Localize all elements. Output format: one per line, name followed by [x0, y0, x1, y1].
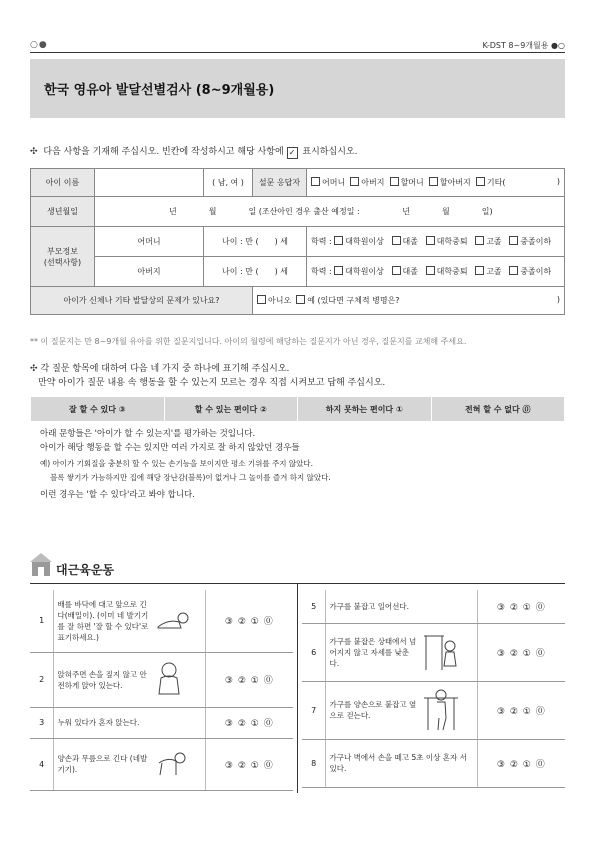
scale-legend	[30, 396, 565, 422]
health-no-option[interactable]: 아니오	[257, 296, 291, 305]
question-text: 양손과 무릎으로 긴다 (네발기기).	[57, 754, 148, 774]
respondent-close: )	[556, 177, 560, 186]
answer-options[interactable]: ③ ② ① ⓪	[477, 681, 565, 739]
father-label: 아버지	[95, 257, 204, 287]
edu-option[interactable]: 대졸	[392, 267, 418, 276]
birth-label: 생년월일	[31, 197, 95, 227]
bullet-icon: ✣	[30, 147, 38, 157]
scale-3: 잘 할 수 있다 ③	[31, 397, 165, 422]
section-title: 대근육운동	[56, 563, 114, 577]
questions-left	[30, 590, 293, 791]
edu-option[interactable]: 대학원이상	[334, 267, 384, 276]
scale-2: 할 수 있는 편이다 ②	[164, 397, 298, 422]
question-row: 7 가구를 양손으로 붙잡고 옆으로 걷는다. ③ ② ① ⓪	[302, 681, 565, 739]
sitting-baby-icon	[154, 660, 184, 700]
question-text: 배를 바닥에 대고 앞으로 긴다(배밀이). (이미 네 발기기를 잘 하면 '잘 할 수 있다'로 표기하세요.)	[57, 599, 149, 642]
question-text: 가구를 양손으로 붙잡고 옆으로 걷는다.	[329, 700, 417, 720]
answer-options[interactable]: ③ ② ① ⓪	[205, 707, 293, 738]
age-note: ** 이 질문지는 만 8~9개월 유아를 위한 질문지입니다. 아이의 월령에 해당하는 질문지가 아닌 경우, 질문지를 교체해 주세요.	[30, 337, 467, 346]
health-yes-option[interactable]: 예 (있다면 구체적 병명은?	[296, 296, 399, 305]
answer-options[interactable]: ③ ② ① ⓪	[205, 652, 293, 707]
mother-education: 학력 : 대학원이상 대졸 대학중퇴 고졸 중졸이하	[307, 227, 565, 257]
title-band	[30, 59, 565, 118]
column-divider	[297, 583, 298, 793]
parent-info-label: 부모정보 (선택사항)	[31, 227, 95, 287]
answer-options[interactable]: ③ ② ① ⓪	[477, 739, 565, 787]
hands-knees-baby-icon	[154, 749, 188, 779]
bullet-icon: ✣	[30, 364, 38, 374]
respondent-option[interactable]: 할아버지	[429, 178, 471, 187]
instruction-text-b: 표시하십시오.	[302, 147, 358, 157]
question-text: 가구나 벽에서 손을 떼고 5초 이상 혼자 서 있다.	[326, 739, 477, 787]
father-education: 학력 : 대학원이상 대졸 대학중퇴 고졸 중졸이하	[307, 257, 565, 287]
edu-option[interactable]: 고졸	[475, 237, 501, 246]
edu-option[interactable]: 대학중퇴	[426, 267, 468, 276]
mother-age-field[interactable]: 나이 : 만 ( ) 세	[204, 227, 307, 257]
question-row: 6 가구를 붙잡은 상태에서 넘어지지 않고 자세를 낮춘다. ③ ② ① ⓪	[302, 623, 565, 681]
question-row: 5 가구를 붙잡고 일어선다. ③ ② ① ⓪	[302, 590, 565, 623]
checkmark-icon: ✓	[287, 147, 298, 159]
question-row: 4 양손과 무릎으로 긴다 (네발기기). ③ ② ① ⓪	[30, 738, 293, 790]
scale-0: 전혀 할 수 없다 ⓪	[431, 397, 565, 422]
respondent-options	[307, 169, 565, 197]
instruction-scale: ✣ 각 질문 항목에 대하여 다음 네 가지 중 하나에 표기해 주십시오. 만약 아이가 질문 내용 속 행동을 할 수 있는지 모르는 경우 직접 시켜보고 답해 주십시오.	[30, 364, 386, 388]
health-question: 아이가 신체나 기타 발달상의 문제가 있나요?	[31, 287, 253, 315]
explanation: 아래 문항들은 '아이가 할 수 있는지'를 평가하는 것입니다. 아이가 해당 행동을 할 수는 있지만 여러 가지로 잘 하지 않았던 경우들 예) 아이가 기회질을 충분히 할 수 있는 손기능을 보이지만 평소 기위를 주지 않았다. 블록 쌓기가 가능하지만 집에 해당 장난감(블록)이 없거나 그 놀이를 즐겨 하지 않았다. 이런 경우는 '할 수 있다'라고 봐야 합니다.	[40, 429, 331, 500]
answer-options[interactable]: ③ ② ① ⓪	[205, 590, 293, 652]
child-name-label: 아이 이름	[31, 169, 95, 197]
child-name-field[interactable]	[95, 169, 204, 197]
instruction-fill-in	[30, 144, 357, 159]
answer-options[interactable]: ③ ② ① ⓪	[477, 590, 565, 623]
edu-option[interactable]: 고졸	[475, 267, 501, 276]
edu-option[interactable]: 대학중퇴	[426, 237, 468, 246]
scale-1: 하지 못하는 편이다 ①	[298, 397, 432, 422]
sex-field[interactable]: ( 남, 여 )	[204, 169, 253, 197]
question-text: 가구를 붙잡고 일어선다.	[326, 590, 477, 623]
health-answer: 아니오 예 (있다면 구체적 병명은? )	[253, 287, 565, 315]
respondent-option[interactable]: 기타(	[476, 178, 506, 187]
baby-at-furniture-icon	[422, 630, 460, 674]
question-row: 1 배를 바닥에 대고 앞으로 긴다(배밀이). (이미 네 발기기를 잘 하면 '잘 할 수 있다'로 표기하세요.) ③ ② ① ⓪	[30, 590, 293, 652]
answer-options[interactable]: ③ ② ① ⓪	[205, 738, 293, 790]
questions-right	[302, 590, 565, 788]
header-rule	[30, 52, 565, 53]
father-age-field[interactable]: 나이 : 만 ( ) 세	[204, 257, 307, 287]
header-dots: ○●	[30, 40, 48, 50]
baby-cruising-icon	[422, 688, 460, 732]
question-row: 3 누워 있다가 혼자 앉는다. ③ ② ① ⓪	[30, 707, 293, 738]
house-icon	[30, 551, 52, 577]
question-text: 누워 있다가 혼자 앉는다.	[54, 707, 205, 738]
child-info-table	[30, 168, 565, 315]
edu-option[interactable]: 대학원이상	[334, 237, 384, 246]
edu-option[interactable]: 중졸이하	[509, 237, 551, 246]
page-title: 한국 영유아 발달선별검사 (8~9개월용)	[44, 83, 275, 98]
respondent-option[interactable]: 할머니	[390, 178, 424, 187]
edu-option[interactable]: 대졸	[392, 237, 418, 246]
question-text: 가구를 붙잡은 상태에서 넘어지지 않고 자세를 낮춘다.	[329, 636, 417, 668]
respondent-option[interactable]: 어머니	[311, 178, 345, 187]
crawling-baby-icon	[154, 610, 190, 632]
edu-option[interactable]: 중졸이하	[509, 267, 551, 276]
respondent-option[interactable]: 아버지	[350, 178, 384, 187]
question-row: 2 앉혀주면 손을 짚지 않고 안전하게 앉아 있는다. ③ ② ① ⓪	[30, 652, 293, 707]
question-row: 8 가구나 벽에서 손을 떼고 5초 이상 혼자 서 있다. ③ ② ① ⓪	[302, 739, 565, 787]
instruction-text-a: 다음 사항을 기재해 주십시오. 빈칸에 작성하시고 해당 사항에	[43, 147, 284, 157]
mother-label: 어머니	[95, 227, 204, 257]
respondent-label: 설문 응답자	[253, 169, 307, 197]
answer-options[interactable]: ③ ② ① ⓪	[477, 623, 565, 681]
doc-code: K-DST 8~9개월용 ●○	[482, 41, 565, 50]
question-text: 앉혀주면 손을 짚지 않고 안전하게 앉아 있는다.	[57, 669, 147, 690]
birth-field[interactable]: 년 월 일 (조산아인 경우 출산 예정일 : 년 월 일)	[95, 197, 565, 227]
